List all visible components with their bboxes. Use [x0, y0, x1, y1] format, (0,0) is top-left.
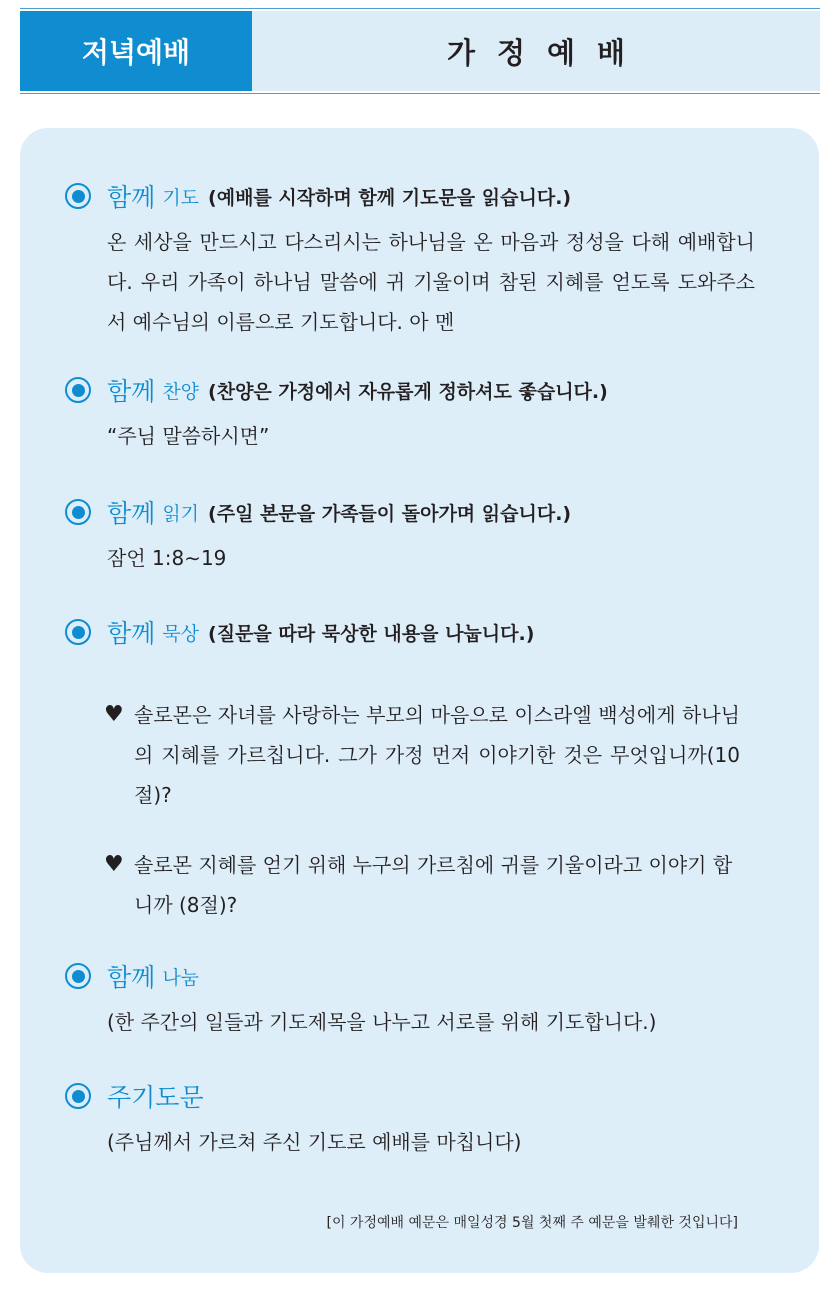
sharing-text: (한 주간의 일들과 기도제목을 나누고 서로를 위해 기도합니다.) — [107, 1010, 657, 1034]
section-title — [65, 178, 755, 214]
page-title: 가정예배 — [446, 35, 648, 70]
question-text: 솔로몬 지혜를 얻기 위해 누구의 가르침에 귀를 기울이라고 이야기 합니까 (8절)? — [134, 853, 733, 917]
section-note: (찬양은 가정에서 자유롭게 정하셔도 좋습니다.) — [208, 380, 608, 403]
section-sub-label: 나눔 — [162, 966, 200, 989]
section-meditation — [65, 614, 755, 650]
section-reading — [65, 494, 755, 578]
header-bottom-rule — [20, 93, 820, 94]
hymn-title: “주님 말씀하시면” — [107, 424, 270, 448]
circle-bullet-icon — [65, 183, 91, 209]
section-sub-label: 묵상 — [162, 622, 200, 645]
section-praise — [65, 372, 755, 456]
heart-icon: ♥ — [104, 852, 124, 877]
section-note: (주일 본문을 가족들이 돌아가며 읽습니다.) — [208, 502, 572, 525]
question-text: 솔로몬은 자녀를 사랑하는 부모의 마음으로 이스라엘 백성에게 하나님의 지혜를 가르칩니다. 그가 가정 먼저 이야기한 것은 무엇입니까(10절)? — [134, 703, 740, 807]
source-footnote: [이 가정예배 예문은 매일성경 5월 첫째 주 예문을 발췌한 것입니다] — [326, 1215, 738, 1231]
heart-icon: ♥ — [104, 702, 124, 727]
section-prayer — [65, 178, 755, 342]
section-main-label: 함께 — [107, 183, 156, 212]
section-sharing — [65, 958, 755, 1042]
section-title — [65, 958, 755, 994]
closing-text: (주님께서 가르쳐 주신 기도로 예배를 마칩니다) — [107, 1130, 522, 1154]
section-main-label: 함께 — [107, 963, 156, 992]
circle-bullet-icon — [65, 963, 91, 989]
section-title — [65, 1078, 755, 1114]
circle-bullet-icon — [65, 1083, 91, 1109]
section-lords-prayer — [65, 1078, 755, 1162]
section-sub-label: 기도 — [162, 186, 200, 209]
section-note: (예배를 시작하며 함께 기도문을 읽습니다.) — [208, 186, 572, 209]
question-item — [104, 845, 740, 925]
prayer-text: 온 세상을 만드시고 다스리시는 하나님을 온 마음과 정성을 다해 예배합니다. 우리 가족이 하나님 말씀에 귀 기울이며 참된 지혜를 얻도록 도와주소서 예수님의 이름으로 기도합니다. 아 멘 — [107, 230, 755, 334]
section-main-label: 주기도문 — [107, 1083, 204, 1112]
section-title — [65, 494, 755, 530]
question-item — [104, 695, 740, 815]
circle-bullet-icon — [65, 619, 91, 645]
section-note: (질문을 따라 묵상한 내용을 나눕니다.) — [208, 622, 535, 645]
circle-bullet-icon — [65, 499, 91, 525]
scripture-reference: 잠언 1:8∼19 — [107, 546, 227, 570]
page-header — [20, 11, 820, 91]
section-title — [65, 614, 755, 650]
section-sub-label: 읽기 — [162, 502, 200, 525]
section-title — [65, 372, 755, 408]
section-main-label: 함께 — [107, 499, 156, 528]
service-tag: 저녁예배 — [20, 11, 252, 91]
section-main-label: 함께 — [107, 619, 156, 648]
header-top-rule — [20, 8, 820, 9]
circle-bullet-icon — [65, 377, 91, 403]
section-sub-label: 찬양 — [162, 380, 200, 403]
section-main-label: 함께 — [107, 377, 156, 406]
